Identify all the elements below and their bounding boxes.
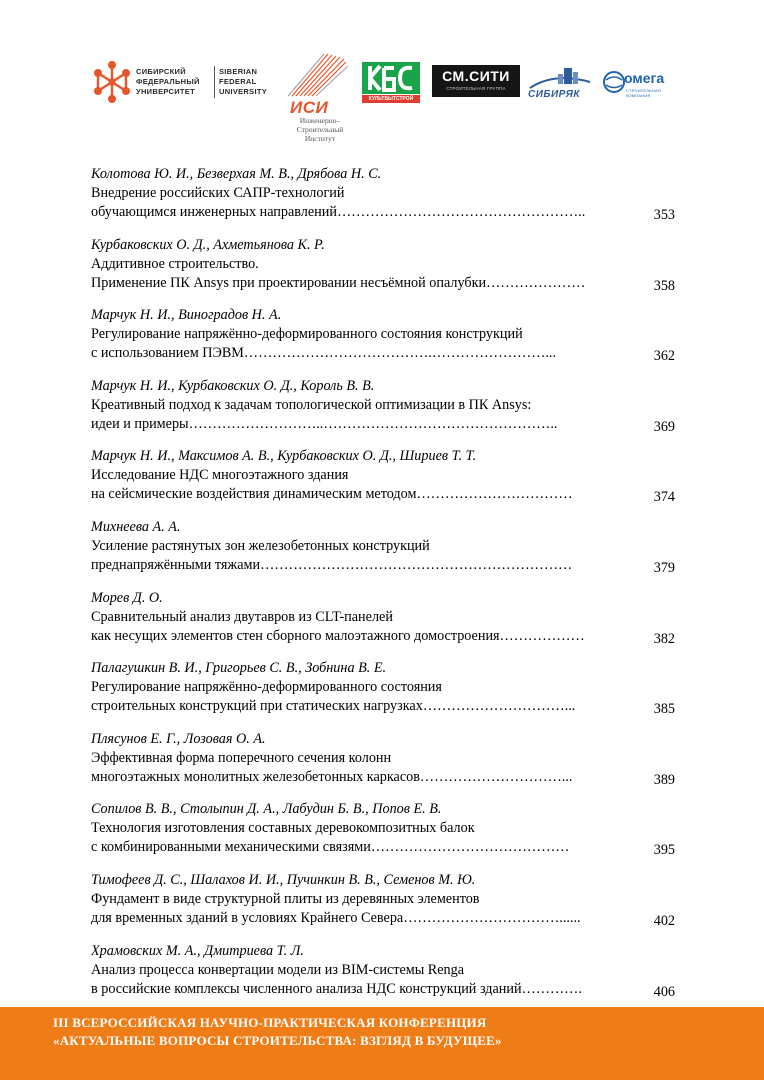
sibiryak-building-icon [524, 64, 594, 90]
toc-page-number: 406 [653, 983, 675, 1000]
omega-globe-icon [602, 70, 626, 94]
toc-authors: Марчук Н. И., Курбаковских О. Д., Король В. В. [91, 377, 375, 394]
toc-authors: Морев Д. О. [91, 589, 163, 606]
toc-title-line: Аддитивное строительство. [91, 255, 259, 272]
omega-subtitle: СТРОИТЕЛЬНАЯ КОМПАНИЯ [626, 88, 661, 98]
toc-title-line: Регулирование напряжённо-деформированного состояния конструкций [91, 326, 523, 343]
toc-title-line: на сейсмические воздействия динамическим методом…………………………… [91, 486, 573, 503]
kbs-mark-icon [360, 60, 422, 96]
toc-page-number: 358 [653, 277, 675, 294]
toc-page-number: 389 [653, 771, 675, 788]
toc-entry[interactable] [91, 236, 675, 296]
toc-title-line: для временных зданий в условиях Крайнего Севера……………………………...... [91, 909, 581, 926]
toc-title-line: Исследование НДС многоэтажного здания [91, 467, 349, 484]
toc-authors: Храмовских М. А., Дмитриева Т. Л. [91, 942, 304, 959]
toc-page-number: 382 [653, 630, 675, 647]
toc-title-line: Креативный подход к задачам топологической оптимизации в ПК Ansys: [91, 396, 532, 413]
toc-entry[interactable] [91, 659, 675, 719]
toc-title-line: Эффективная форма поперечного сечения колонн [91, 749, 392, 766]
toc-title-line: как несущих элементов стен сборного малоэтажного домостроения……………… [91, 627, 585, 644]
toc-entry[interactable] [91, 447, 675, 507]
toc-page-number: 385 [653, 701, 675, 718]
sibiryak-wordmark: СИБИРЯК [528, 89, 581, 100]
conference-footer [0, 1007, 764, 1080]
toc-authors: Михнеева А. А. [91, 518, 181, 535]
conference-theme-line: «АКТУАЛЬНЫЕ ВОПРОСЫ СТРОИТЕЛЬСТВА: ВЗГЛЯД В БУДУЩЕЕ» [53, 1033, 502, 1048]
toc-page-number: 395 [653, 842, 675, 859]
toc-title-line: преднапряжёнными тяжами………………………………………………………… [91, 556, 573, 573]
toc-authors: Курбаковских О. Д., Ахметьянова К. Р. [91, 236, 325, 253]
toc-title-line: в российские комплексы численного анализа НДС конструкций зданий…………. [91, 980, 582, 997]
conference-title-line: III ВСЕРОССИЙСКАЯ НАУЧНО-ПРАКТИЧЕСКАЯ КОНФЕРЕНЦИЯ [53, 1015, 487, 1030]
toc-title-line: с использованием ПЭВМ………………………………….……………………... [91, 345, 557, 362]
toc-authors: Марчук Н. И., Виноградов Н. А. [91, 307, 282, 324]
omega-logo [600, 66, 684, 98]
toc-authors: Палагушкин В. И., Григорьев С. В., Зобнина В. Е. [91, 660, 387, 677]
smcity-subtitle: СТРОИТЕЛЬНАЯ ГРУППА [446, 86, 506, 91]
toc-entry[interactable] [91, 730, 675, 790]
toc-page-number: 369 [653, 418, 675, 435]
table-of-contents [91, 165, 675, 1012]
toc-title-line: Усиление растянутых зон железобетонных конструкций [91, 537, 430, 554]
toc-title-line: Регулирование напряжённо-деформированного состояния [91, 679, 442, 696]
isi-caption: Инженерно– Строительный Институт [296, 116, 344, 143]
omega-wordmark: омега [624, 70, 665, 86]
toc-title-line: идеи и примеры………………………..………………………………………….. [91, 415, 558, 432]
isi-logo [284, 50, 356, 150]
toc-entry[interactable] [91, 306, 675, 366]
toc-entry[interactable] [91, 165, 675, 225]
logo-header [0, 0, 764, 150]
toc-page-number: 362 [653, 348, 675, 365]
toc-page-number: 402 [653, 912, 675, 929]
toc-title-line: многоэтажных монолитных железобетонных каркасов…………………………... [91, 768, 573, 785]
toc-entry[interactable] [91, 800, 675, 860]
toc-authors: Сопилов В. В., Столыпин Д. А., Лабудин Б. В., Попов Е. В. [91, 801, 442, 818]
kbs-logo [360, 60, 422, 104]
toc-title-line: Анализ процесса конвертации модели из BIM-системы Renga [91, 961, 465, 978]
sfu-molecule-icon [92, 60, 132, 104]
toc-page-number: 379 [653, 559, 675, 576]
sfu-name-ru: СИБИРСКИЙ ФЕДЕРАЛЬНЫЙ УНИВЕРСИТЕТ [136, 67, 200, 96]
toc-title-line: с комбинированными механическими связями…………………………………… [91, 839, 570, 856]
toc-title-line: Фундамент в виде структурной плиты из деревянных элементов [91, 890, 480, 907]
isi-wordmark: ИСИ [290, 98, 329, 117]
toc-title-line: строительных конструкций при статических нагрузках…………………………... [91, 698, 576, 715]
toc-title-line: Внедрение российских САПР-технологий [91, 185, 345, 201]
toc-authors: Марчук Н. И., Максимов А. В., Курбаковских О. Д., Шириев Т. Т. [91, 448, 477, 465]
sibiryak-logo [524, 64, 594, 102]
toc-page-number: 353 [653, 207, 675, 223]
toc-entry[interactable] [91, 518, 675, 578]
smcity-wordmark: СМ.СИТИ [442, 68, 510, 84]
sfu-divider [214, 66, 215, 98]
toc-entry[interactable] [91, 377, 675, 437]
toc-page-number: 374 [653, 489, 675, 506]
smcity-logo [432, 65, 520, 97]
sfu-logo [92, 60, 282, 108]
toc-title-line: Сравнительный анализ двутавров из CLT-панелей [91, 608, 393, 625]
toc-entry[interactable] [91, 942, 675, 1002]
toc-title-line: Применение ПК Ansys при проектировании несъёмной опалубки………………… [91, 274, 586, 291]
toc-title-line: обучающимся инженерных направлений…………………………………………….. [91, 204, 586, 220]
toc-authors: Плясунов Е. Г., Лозовая О. А. [91, 730, 266, 747]
toc-entry[interactable] [91, 871, 675, 931]
toc-entry[interactable] [91, 589, 675, 649]
toc-authors: Тимофеев Д. С., Шалахов И. И., Пучинкин В. В., Семенов М. Ю. [91, 871, 476, 888]
isi-stripes-icon [284, 50, 356, 100]
toc-authors: Колотова Ю. И., Безверхая М. В., Дрябова Н. С. [91, 166, 382, 182]
sfu-name-en: SIBERIAN FEDERAL UNIVERSITY [219, 67, 268, 96]
toc-title-line: Технология изготовления составных деревокомпозитных балок [91, 820, 475, 837]
kbs-caption: КУЛЬТБЫТСТРОЙ [362, 95, 420, 103]
